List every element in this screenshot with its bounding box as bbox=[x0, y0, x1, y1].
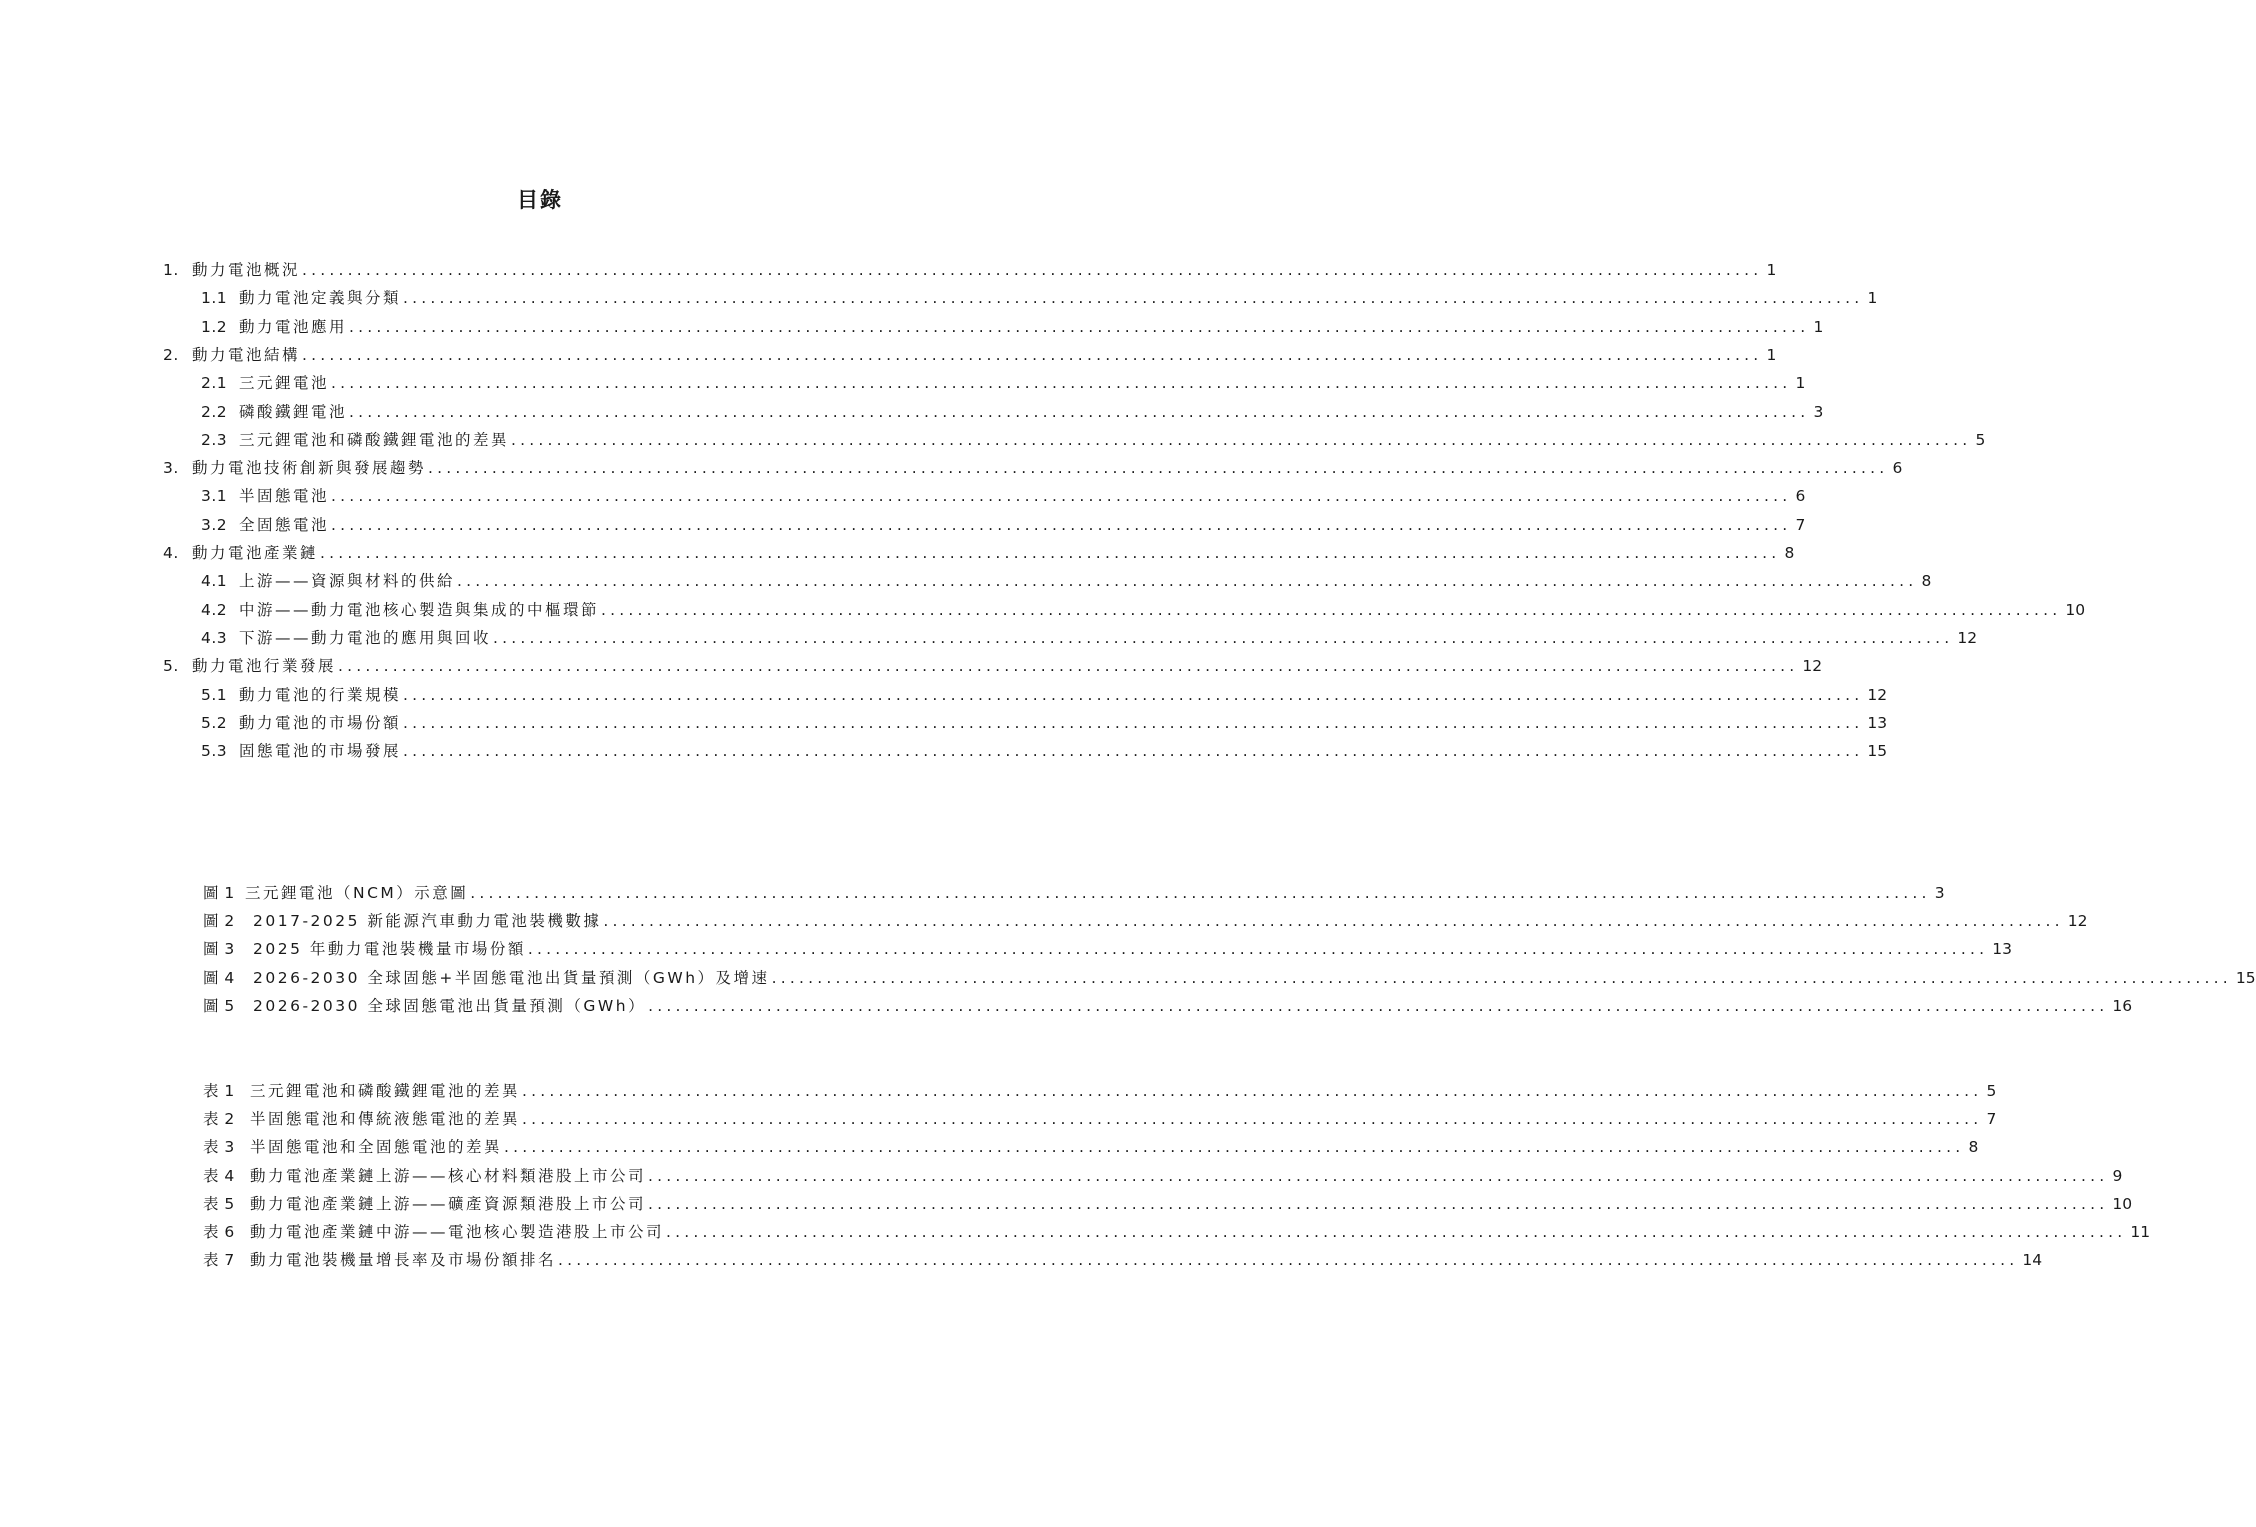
entry-title: 動力電池技術創新與發展趨勢 bbox=[192, 459, 427, 478]
toc-subsection-entry[interactable] bbox=[201, 626, 1978, 650]
entry-number: 表 3 bbox=[203, 1138, 235, 1157]
toc-subsection-entry[interactable] bbox=[201, 484, 1806, 508]
dot-leader: ................................................................................................................................................................ bbox=[558, 1251, 2019, 1270]
entry-page-number: 3 bbox=[1813, 402, 1824, 421]
entry-number: 2.1 bbox=[201, 374, 228, 393]
entry-number: 表 7 bbox=[203, 1251, 235, 1270]
entry-number: 4.3 bbox=[201, 628, 228, 647]
entry-page-number: 1 bbox=[1867, 289, 1878, 308]
entry-title: 三元鋰電池（NCM）示意圖 bbox=[245, 884, 469, 902]
toc-section-entry[interactable] bbox=[163, 654, 1823, 678]
entry-number: 1.1 bbox=[201, 289, 228, 308]
entry-title: 動力電池結構 bbox=[192, 345, 301, 364]
entry-number: 3.2 bbox=[201, 515, 228, 534]
entry-number: 5.1 bbox=[201, 685, 228, 704]
entry-page-number: 5 bbox=[1975, 430, 1986, 449]
entry-title: 磷酸鐵鋰電池 bbox=[239, 402, 348, 421]
dot-leader: ................................................................................................................................................................ bbox=[331, 515, 1792, 534]
entry-title: 動力電池的行業規模 bbox=[239, 685, 402, 704]
entry-title: 三元鋰電池和磷酸鐵鋰電池的差異 bbox=[250, 1082, 521, 1100]
entry-number: 2.2 bbox=[201, 402, 228, 421]
entry-title: 動力電池定義與分類 bbox=[239, 289, 402, 308]
entry-page-number: 3 bbox=[1934, 884, 1945, 902]
dot-leader: ................................................................................................................................................................ bbox=[470, 884, 1931, 902]
entry-title: 上游——資源與材料的供給 bbox=[239, 572, 456, 591]
entry-page-number: 16 bbox=[2112, 996, 2133, 1015]
dot-leader: ................................................................................................................................................................ bbox=[403, 742, 1864, 761]
entry-number: 4.1 bbox=[201, 572, 228, 591]
dot-leader: ................................................................................................................................................................ bbox=[403, 289, 1864, 308]
entry-number: 圖 1 bbox=[203, 884, 235, 902]
entry-number: 2.3 bbox=[201, 430, 228, 449]
entry-page-number: 12 bbox=[1957, 628, 1978, 647]
entry-number: 表 1 bbox=[203, 1082, 235, 1100]
figure-list-entry[interactable] bbox=[203, 994, 2133, 1018]
entry-page-number: 11 bbox=[2130, 1223, 2151, 1241]
entry-page-number: 1 bbox=[1795, 374, 1806, 393]
dot-leader: ................................................................................................................................................................ bbox=[603, 912, 2064, 931]
entry-number: 4. bbox=[163, 544, 179, 562]
entry-title: 全固態電池 bbox=[239, 515, 330, 534]
entry-title: 半固態電池和傳統液態電池的差異 bbox=[250, 1110, 521, 1129]
entry-number: 表 2 bbox=[203, 1110, 235, 1129]
entry-page-number: 8 bbox=[1784, 544, 1795, 562]
entry-page-number: 1 bbox=[1766, 345, 1777, 364]
dot-leader: ................................................................................................................................................................ bbox=[522, 1110, 1983, 1129]
dot-leader: ................................................................................................................................................................ bbox=[504, 1138, 1965, 1157]
toc-subsection-entry[interactable] bbox=[201, 513, 1806, 537]
entry-number: 5.2 bbox=[201, 713, 228, 732]
dot-leader: ................................................................................................................................................................ bbox=[428, 459, 1889, 478]
entry-number: 3.1 bbox=[201, 487, 228, 506]
dot-leader: ................................................................................................................................................................ bbox=[331, 487, 1792, 506]
table-list-entry[interactable] bbox=[203, 1135, 1979, 1159]
dot-leader: ................................................................................................................................................................ bbox=[771, 968, 2232, 987]
entry-page-number: 15 bbox=[1867, 742, 1888, 761]
dot-leader: ................................................................................................................................................................ bbox=[331, 374, 1792, 393]
entry-page-number: 1 bbox=[1813, 317, 1824, 336]
toc-subsection-entry[interactable] bbox=[201, 739, 1888, 763]
dot-leader: ................................................................................................................................................................ bbox=[349, 317, 1810, 336]
entry-page-number: 8 bbox=[1921, 572, 1932, 591]
table-list-entry[interactable] bbox=[203, 1220, 2151, 1244]
entry-page-number: 8 bbox=[1968, 1138, 1979, 1157]
figure-list-entry[interactable] bbox=[203, 966, 2256, 990]
entry-title: 半固態電池 bbox=[239, 487, 330, 506]
toc-subsection-entry[interactable] bbox=[201, 598, 2086, 622]
entry-number: 5. bbox=[163, 657, 179, 676]
entry-title: 固態電池的市場發展 bbox=[239, 742, 402, 761]
entry-page-number: 15 bbox=[2235, 968, 2256, 987]
dot-leader: ................................................................................................................................................................ bbox=[302, 261, 1763, 279]
entry-title: 下游——動力電池的應用與回收 bbox=[239, 628, 492, 647]
entry-number: 1. bbox=[163, 261, 179, 279]
figure-list-entry[interactable] bbox=[203, 909, 2088, 933]
entry-page-number: 12 bbox=[1802, 657, 1823, 676]
toc-section-entry[interactable] bbox=[163, 541, 1795, 565]
dot-leader: ................................................................................................................................................................ bbox=[338, 657, 1799, 676]
toc-subsection-entry[interactable] bbox=[201, 371, 1806, 395]
toc-subsection-entry[interactable] bbox=[201, 428, 1986, 452]
page-title: 目錄 bbox=[517, 188, 563, 212]
toc-section-entry[interactable] bbox=[163, 258, 1777, 282]
table-list-entry[interactable] bbox=[203, 1079, 1997, 1103]
entry-title: 三元鋰電池和磷酸鐵鋰電池的差異 bbox=[239, 430, 510, 449]
entry-page-number: 6 bbox=[1795, 487, 1806, 506]
toc-subsection-entry[interactable] bbox=[201, 400, 1824, 424]
entry-number: 5.3 bbox=[201, 742, 228, 761]
table-list-entry[interactable] bbox=[203, 1164, 2123, 1188]
entry-title: 動力電池產業鏈上游——核心材料類港股上市公司 bbox=[250, 1166, 647, 1185]
entry-title: 動力電池產業鏈中游——電池核心製造港股上市公司 bbox=[250, 1223, 665, 1241]
dot-leader: ................................................................................................................................................................ bbox=[648, 1166, 2109, 1185]
dot-leader: ................................................................................................................................................................ bbox=[511, 430, 1972, 449]
entry-number: 表 6 bbox=[203, 1223, 235, 1241]
entry-number: 4.2 bbox=[201, 600, 228, 619]
dot-leader: ................................................................................................................................................................ bbox=[493, 628, 1954, 647]
toc-subsection-entry[interactable] bbox=[201, 286, 1878, 310]
entry-number: 2. bbox=[163, 345, 179, 364]
entry-number: 圖 4 bbox=[203, 968, 235, 987]
dot-leader: ................................................................................................................................................................ bbox=[648, 996, 2109, 1015]
entry-page-number: 13 bbox=[1867, 713, 1888, 732]
table-list-entry[interactable] bbox=[203, 1107, 1997, 1131]
entry-title: 動力電池產業鏈 bbox=[192, 544, 319, 562]
entry-page-number: 7 bbox=[1986, 1110, 1997, 1129]
figure-list-entry[interactable] bbox=[203, 881, 1945, 905]
dot-leader: ................................................................................................................................................................ bbox=[457, 572, 1918, 591]
entry-page-number: 10 bbox=[2112, 1194, 2133, 1213]
figure-list-entry[interactable] bbox=[203, 937, 2012, 961]
entry-number: 圖 3 bbox=[203, 940, 235, 959]
dot-leader: ................................................................................................................................................................ bbox=[601, 600, 2062, 619]
entry-number: 1.2 bbox=[201, 317, 228, 336]
entry-number: 3. bbox=[163, 459, 179, 478]
table-list-entry[interactable] bbox=[203, 1192, 2133, 1216]
dot-leader: ................................................................................................................................................................ bbox=[349, 402, 1810, 421]
entry-title: 中游——動力電池核心製造與集成的中樞環節 bbox=[239, 600, 600, 619]
dot-leader: ................................................................................................................................................................ bbox=[648, 1194, 2109, 1213]
toc-subsection-entry[interactable] bbox=[201, 683, 1888, 707]
dot-leader: ................................................................................................................................................................ bbox=[320, 544, 1781, 562]
dot-leader: ................................................................................................................................................................ bbox=[522, 1082, 1983, 1100]
entry-title: 2025 年動力電池裝機量市場份額 bbox=[253, 940, 526, 959]
entry-title: 動力電池產業鏈上游——礦產資源類港股上市公司 bbox=[250, 1194, 647, 1213]
entry-page-number: 12 bbox=[1867, 685, 1888, 704]
toc-subsection-entry[interactable] bbox=[201, 569, 1932, 593]
entry-page-number: 6 bbox=[1892, 459, 1903, 478]
toc-subsection-entry[interactable] bbox=[201, 711, 1888, 735]
dot-leader: ................................................................................................................................................................ bbox=[403, 685, 1864, 704]
toc-subsection-entry[interactable] bbox=[201, 315, 1824, 339]
toc-section-entry[interactable] bbox=[163, 343, 1777, 367]
dot-leader: ................................................................................................................................................................ bbox=[302, 345, 1763, 364]
entry-page-number: 9 bbox=[2112, 1166, 2123, 1185]
entry-title: 動力電池概況 bbox=[192, 261, 301, 279]
entry-title: 三元鋰電池 bbox=[239, 374, 330, 393]
entry-page-number: 1 bbox=[1766, 261, 1777, 279]
entry-page-number: 13 bbox=[1992, 940, 2012, 959]
table-list-entry[interactable] bbox=[203, 1248, 2043, 1272]
entry-page-number: 12 bbox=[2067, 912, 2088, 931]
entry-title: 2026-2030 全球固態+半固態電池出貨量預測（GWh）及增速 bbox=[253, 968, 770, 987]
entry-number: 圖 5 bbox=[203, 996, 235, 1015]
dot-leader: ................................................................................................................................................................ bbox=[666, 1223, 2127, 1241]
entry-page-number: 10 bbox=[2065, 600, 2086, 619]
entry-number: 圖 2 bbox=[203, 912, 235, 931]
entry-number: 表 5 bbox=[203, 1194, 235, 1213]
entry-title: 動力電池的市場份額 bbox=[239, 713, 402, 732]
entry-title: 2017-2025 新能源汽車動力電池裝機數據 bbox=[253, 912, 602, 931]
dot-leader: ................................................................................................................................................................ bbox=[403, 713, 1864, 732]
entry-title: 動力電池應用 bbox=[239, 317, 348, 336]
entry-title: 半固態電池和全固態電池的差異 bbox=[250, 1138, 503, 1157]
entry-title: 2026-2030 全球固態電池出貨量預測（GWh） bbox=[253, 996, 647, 1015]
entry-page-number: 5 bbox=[1986, 1082, 1997, 1100]
entry-title: 動力電池行業發展 bbox=[192, 657, 337, 676]
entry-title: 動力電池裝機量增長率及市場份額排名 bbox=[250, 1251, 557, 1270]
entry-page-number: 14 bbox=[2022, 1251, 2043, 1270]
entry-number: 表 4 bbox=[203, 1166, 235, 1185]
toc-section-entry[interactable] bbox=[163, 456, 1903, 480]
dot-leader: ................................................................................................................................................................ bbox=[527, 940, 1989, 959]
entry-page-number: 7 bbox=[1795, 515, 1806, 534]
